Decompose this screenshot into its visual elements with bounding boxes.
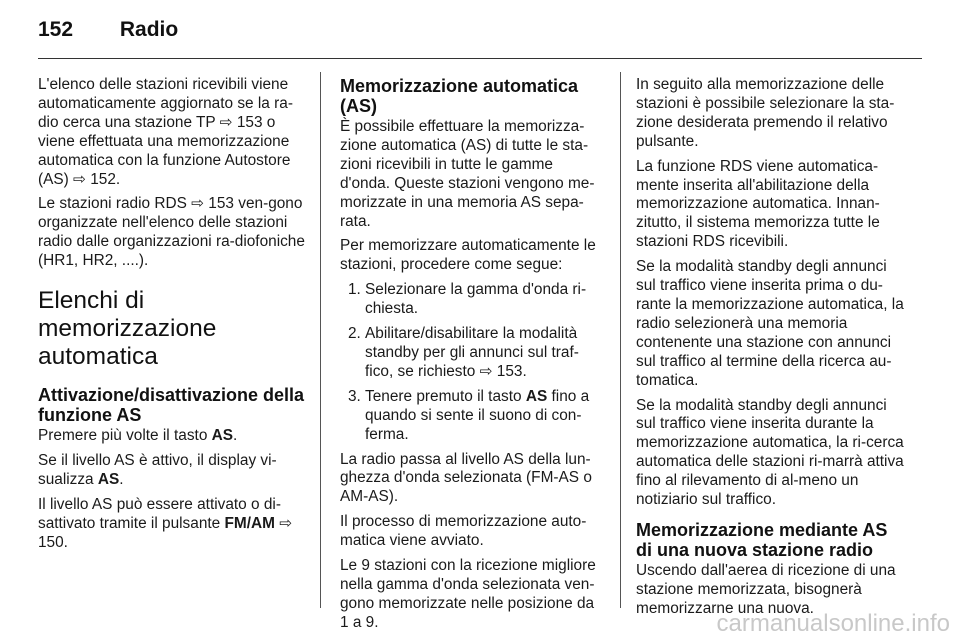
paragraph: Uscendo dall'aerea di ricezione di una stazione memorizzata, bisognerà memorizzarne una nuova. bbox=[636, 561, 896, 617]
paragraph: La funzione RDS viene automatica-mente inserita all'abilitazione della memorizzazione automatica. Innan-zitutto, il sistema memorizza tutte le stazioni RDS ricevibili. bbox=[636, 157, 880, 251]
key-label: AS bbox=[525, 387, 548, 405]
section-heading: Attivazione/disattivazione della funzione AS bbox=[38, 385, 305, 426]
section-title: Radio bbox=[119, 18, 179, 41]
section-heading: Memorizzazione automatica (AS) bbox=[340, 76, 579, 116]
column-2 bbox=[340, 76, 605, 639]
column-divider-1 bbox=[320, 72, 321, 608]
paragraph: Se il livello AS è attivo, il display vi-sualizza AS. bbox=[38, 451, 277, 488]
column-divider-2 bbox=[620, 72, 621, 608]
section-heading: Memorizzazione mediante AS di una nuova stazione radio bbox=[636, 519, 888, 560]
key-label: AS bbox=[211, 427, 234, 445]
paragraph: Per memorizzare automaticamente le stazioni, procedere come segue: bbox=[340, 237, 596, 274]
column-1 bbox=[38, 76, 306, 559]
header-rule bbox=[38, 58, 922, 59]
list-item: 2. Abilitare/disabilitare la modalità standby per gli annunci sul traf-fico, se richiesto ⇨ 153. bbox=[348, 325, 579, 380]
paragraph: È possibile effettuare la memorizza-zione automatica (AS) di tutte le sta-zioni ricevibili in tutte le gamme d'onda. Queste stazioni vengono me-morizzate in una memoria AS sepa-rata. bbox=[340, 118, 595, 230]
watermark: carmanualsonline.info bbox=[716, 610, 950, 637]
chapter-heading: Elenchi di memorizzazione automatica bbox=[38, 287, 217, 371]
list-item: 3. Tenere premuto il tasto AS fino a quando si sente il suono di con-ferma. bbox=[348, 387, 590, 443]
paragraph: Se la modalità standby degli annunci sul traffico viene inserita durante la memorizzazione automatica, la ri-cerca automatica delle stazioni ri-marrà attiva fino al rilevamento di al-meno un notiziario sul traffico. bbox=[636, 396, 904, 509]
key-label: AS bbox=[97, 470, 120, 488]
paragraph: Premere più volte il tasto AS. bbox=[38, 427, 238, 445]
column-3 bbox=[636, 76, 904, 625]
list-item: 1. Selezionare la gamma d'onda ri-chiesta. bbox=[348, 281, 587, 318]
paragraph: Il processo di memorizzazione auto-matica viene avviato. bbox=[340, 513, 587, 550]
page-header bbox=[38, 18, 178, 42]
paragraph: L'elenco delle stazioni ricevibili viene automaticamente aggiornato se la ra-dio cerca una stazione TP ⇨ 153 o viene effettuata una memorizzazione automatica con la funzione Autostore (AS) ⇨ 152. bbox=[38, 76, 293, 188]
steps-list bbox=[340, 281, 605, 444]
paragraph: Le stazioni radio RDS ⇨ 153 ven-gono organizzate nell'elenco delle stazioni radio dalle organizzazioni ra-diofoniche (HR1, HR2, ....). bbox=[38, 195, 305, 270]
paragraph: Il livello AS può essere attivato o di-sattivato tramite il pulsante FM/AM ⇨ 150. bbox=[38, 495, 293, 551]
paragraph: In seguito alla memorizzazione delle stazioni è possibile selezionare la sta-zione desiderata premendo il relativo pulsante. bbox=[636, 76, 895, 150]
key-label: FM/AM bbox=[224, 514, 275, 532]
paragraph: La radio passa al livello AS della lun-ghezza d'onda selezionata (FM-AS o AM-AS). bbox=[340, 450, 592, 506]
page-number: 152 bbox=[38, 18, 74, 41]
paragraph: Se la modalità standby degli annunci sul traffico viene inserita prima o du-rante la memorizzazione automatica, la radio selezionerà una memoria contenente una stazione con annunci sul traffico al termine della ricerca au-tomatica. bbox=[636, 258, 904, 389]
paragraph: Le 9 stazioni con la ricezione migliore nella gamma d'onda selezionata ven-gono memorizzate nelle posizione da 1 a 9. bbox=[340, 557, 596, 631]
